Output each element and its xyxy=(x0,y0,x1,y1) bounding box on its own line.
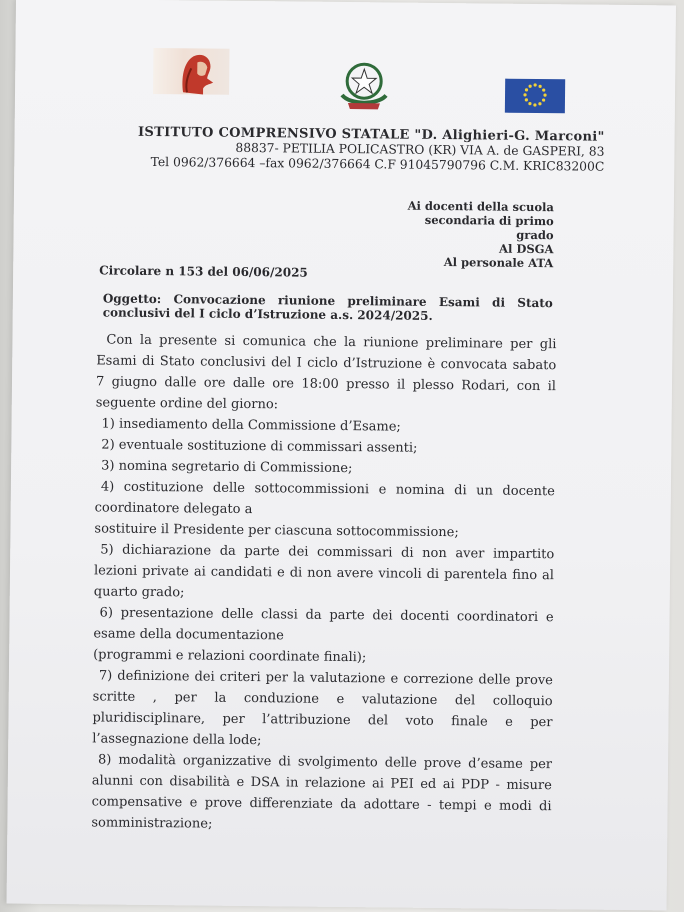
document-body xyxy=(91,329,556,838)
letterhead xyxy=(134,125,604,175)
recipients-block xyxy=(373,198,554,270)
institute-name: ISTITUTO COMPRENSIVO STATALE "D. Alighieri-G. Marconi" xyxy=(137,124,605,145)
agenda-item-continuation: sostituire il Presidente per ciascuna sottocommissione; xyxy=(94,521,459,541)
agenda-item: 8) modalità organizzative di svolgimento delle prove d’esame per alunni con disabilità e DSA in relazione ai PEI ed ai PDP - misure compensative e prove differenziate da adottare - tempi e modi di somministrazione; xyxy=(91,752,553,832)
agenda-item: 2) eventuale sostituzione di commissari assenti; xyxy=(101,437,418,456)
agenda-item: 4) costituzione delle sottocommissioni e nomina di un docente coordinatore delegato a xyxy=(94,479,555,518)
agenda-item-continuation: (programmi e relazioni coordinate finali); xyxy=(93,647,367,666)
circular-number: Circolare n 153 del 06/06/2025 xyxy=(99,263,308,280)
agenda-item: 5) dichiarazione da parte dei commissari di non aver impartito lezioni private ai candidati e di non avere vincoli di parentela fino al quarto grado; xyxy=(93,542,555,601)
subject-line: Oggetto: Convocazione riunione preliminare Esami di Stato conclusivi del I ciclo d’Istruzione a.s. 2024/2025. xyxy=(102,291,553,323)
recipient-line: Al DSGA xyxy=(499,241,554,257)
agenda-item: 6) presentazione delle classi da parte dei docenti coordinatori e esame della documentazione xyxy=(93,605,554,644)
eu-flag-icon xyxy=(505,79,565,114)
recipient-line: Ai docenti della scuola xyxy=(407,198,554,215)
dante-portrait-icon xyxy=(153,48,229,95)
agenda-item: 7) definizione dei criteri per la valutazione e correzione delle prove scritte , per la conduzione e valutazione del colloquio pluridisciplinare, per l’attribuzione del voto finale e per l’assegnazione della lode; xyxy=(92,668,553,749)
recipient-line: secondaria di primo xyxy=(424,212,554,229)
agenda-item: 3) nomina segretario di Commissione; xyxy=(101,458,353,477)
institute-address: 88837- PETILIA POLICASTRO (KR) VIA A. de GASPERI, 83 xyxy=(235,140,605,159)
italian-republic-emblem-icon xyxy=(334,57,395,114)
intro-paragraph: Con la presente si comunica che la riunione preliminare per gli Esami di Stato conclusivi del I ciclo d’Istruzione è convocata sabato 7 giugno dalle ore dalle ore 18:00 presso il plesso Rodari, con il seguente ordine del giorno: xyxy=(95,332,557,413)
recipient-line: grado xyxy=(516,227,554,243)
recipient-line: Al personale ATA xyxy=(443,255,554,271)
document-page xyxy=(7,0,676,910)
agenda-item: 1) insediamento della Commissione d’Esame; xyxy=(101,416,401,435)
institute-contacts: Tel 0962/376664 –fax 0962/376664 C.F 91045790796 C.M. KRIC83200C xyxy=(150,154,605,174)
